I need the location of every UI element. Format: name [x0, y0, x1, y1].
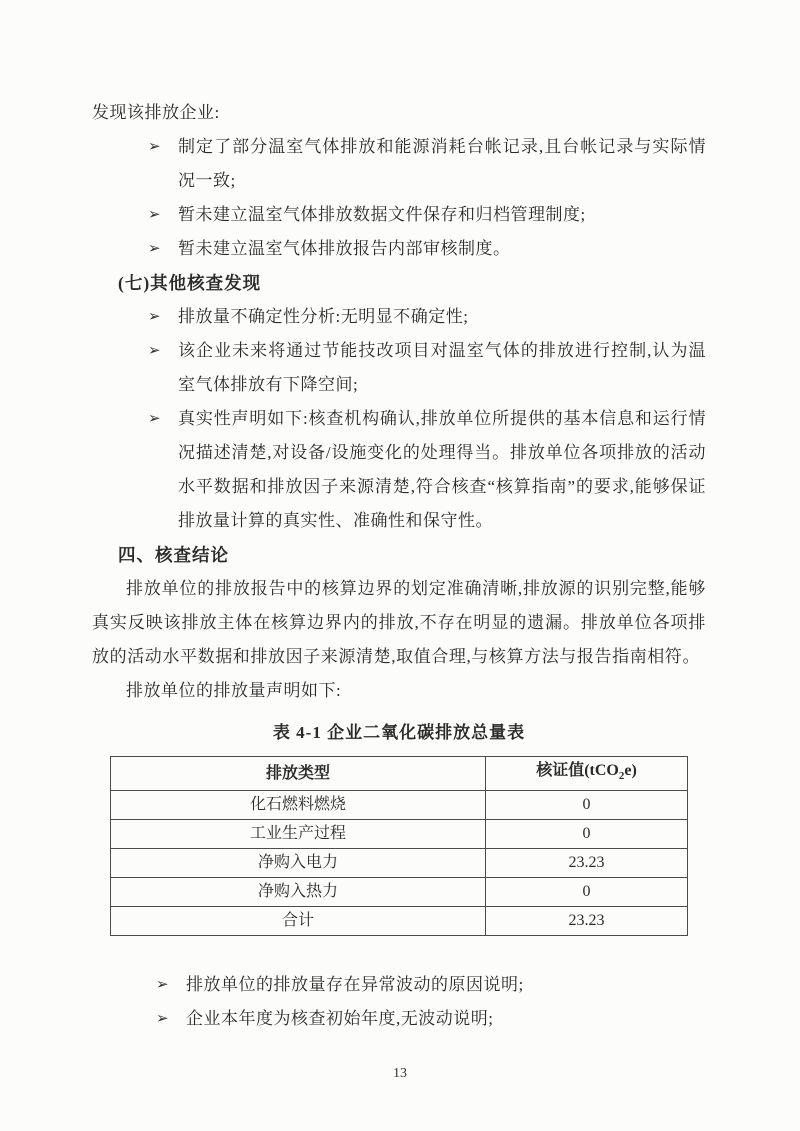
list-item-text: 真实性声明如下:核查机构确认,排放单位所提供的基本信息和运行情况描述清楚,对设备/设施变化的处理得当。排放单位各项排放的活动水平数据和排放因子来源清楚,符合核查“核算指南”的要求,能够保证排放量计算的真实性、准确性和保守性。 — [178, 409, 706, 530]
cell-emission-type: 合计 — [111, 907, 486, 936]
list-item — [148, 130, 706, 198]
arrow-bullet-icon: ➢ — [148, 207, 161, 223]
header-cell-emission-type: 排放类型 — [111, 757, 486, 791]
list-item-text: 暂未建立温室气体排放数据文件保存和归档管理制度; — [178, 205, 586, 224]
list-item — [148, 300, 706, 334]
statement-intro-line: 排放单位的排放量声明如下: — [126, 681, 342, 700]
header-cell-verified-value — [486, 757, 688, 791]
section-heading-conclusion: 四、核查结论 — [118, 545, 229, 565]
table-row — [111, 878, 688, 907]
section-heading-other-findings: (七)其他核查发现 — [118, 273, 262, 293]
arrow-bullet-icon: ➢ — [148, 241, 161, 257]
cell-verified-value: 23.23 — [486, 849, 688, 878]
list-item — [156, 968, 706, 1002]
cell-emission-type: 化石燃料燃烧 — [111, 791, 486, 820]
list-item-text: 暂未建立温室气体排放报告内部审核制度。 — [178, 239, 511, 258]
cell-emission-type: 净购入电力 — [111, 849, 486, 878]
conclusion-paragraph: 排放单位的排放报告中的核算边界的划定准确清晰,排放源的识别完整,能够真实反映该排放主体在核算边界内的排放,不存在明显的遗漏。排放单位各项排放的活动水平数据和排放因子来源清楚,取值合理,与核算方法与报告指南相符。 — [92, 579, 706, 666]
page-number: 13 — [393, 1066, 407, 1081]
cell-verified-value: 0 — [486, 878, 688, 907]
table-row — [111, 820, 688, 849]
table-row — [111, 791, 688, 820]
table-header-row — [111, 757, 688, 791]
arrow-bullet-icon: ➢ — [148, 411, 161, 427]
cell-verified-value: 0 — [486, 820, 688, 849]
list-item — [148, 232, 706, 266]
arrow-bullet-icon: ➢ — [148, 139, 161, 155]
list-item-text: 制定了部分温室气体排放和能源消耗台帐记录,且台帐记录与实际情况一致; — [178, 137, 706, 190]
emissions-table-container — [110, 756, 706, 936]
header-value-prefix: 核证值(tCO — [536, 762, 619, 779]
table-row — [111, 849, 688, 878]
arrow-bullet-icon: ➢ — [156, 977, 169, 994]
table-row — [111, 907, 688, 936]
arrow-bullet-icon: ➢ — [156, 1011, 169, 1028]
list-item — [156, 1002, 706, 1036]
list-item-text: 该企业未来将通过节能技改项目对温室气体的排放进行控制,认为温室气体排放有下降空间; — [178, 341, 706, 394]
list-item — [148, 402, 706, 538]
cell-emission-type: 工业生产过程 — [111, 820, 486, 849]
bottom-bullet-list — [92, 968, 706, 1036]
header-value-suffix: e) — [624, 762, 637, 779]
header-value-subscript: 2 — [618, 770, 625, 783]
table-caption: 表 4-1 企业二氧化碳排放总量表 — [272, 723, 526, 742]
arrow-bullet-icon: ➢ — [148, 309, 161, 325]
list-item-text: 企业本年度为核查初始年度,无波动说明; — [186, 1009, 494, 1029]
document-content — [92, 96, 706, 1036]
cell-verified-value: 0 — [486, 791, 688, 820]
list-item — [148, 198, 706, 232]
list-item — [148, 334, 706, 402]
cell-verified-value: 23.23 — [486, 907, 688, 936]
arrow-bullet-icon: ➢ — [148, 343, 161, 359]
list-item-text: 排放单位的排放量存在异常波动的原因说明; — [186, 975, 524, 995]
list-item-text: 排放量不确定性分析:无明显不确定性; — [178, 307, 469, 326]
cell-emission-type: 净购入热力 — [111, 878, 486, 907]
emissions-table — [110, 756, 688, 936]
intro-line: 发现该排放企业: — [92, 103, 220, 122]
